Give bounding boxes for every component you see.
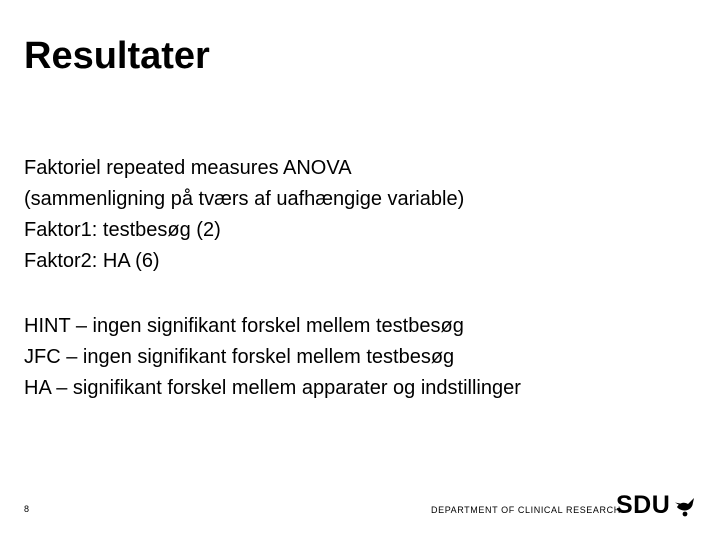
result-line: HA – signifikant forskel mellem apparater og indstillinger bbox=[24, 377, 521, 399]
analysis-description bbox=[24, 153, 464, 277]
logo-text: SDU bbox=[616, 491, 671, 519]
results-list bbox=[24, 311, 521, 404]
department-label: DEPARTMENT OF CLINICAL RESEARCH bbox=[431, 505, 621, 515]
text-line: Faktoriel repeated measures ANOVA bbox=[24, 157, 352, 179]
result-line: HINT – ingen signifikant forskel mellem testbesøg bbox=[24, 315, 464, 337]
sdu-bird-icon bbox=[673, 493, 695, 517]
page-number: 8 bbox=[24, 504, 30, 514]
text-line: Faktor2: HA (6) bbox=[24, 250, 160, 272]
text-line: (sammenligning på tværs af uafhængige variable) bbox=[24, 188, 465, 210]
slide-title: Resultater bbox=[24, 35, 210, 77]
text-line: Faktor1: testbesøg (2) bbox=[24, 219, 221, 241]
result-line: JFC – ingen signifikant forskel mellem testbesøg bbox=[24, 346, 455, 368]
sdu-logo bbox=[616, 490, 695, 520]
